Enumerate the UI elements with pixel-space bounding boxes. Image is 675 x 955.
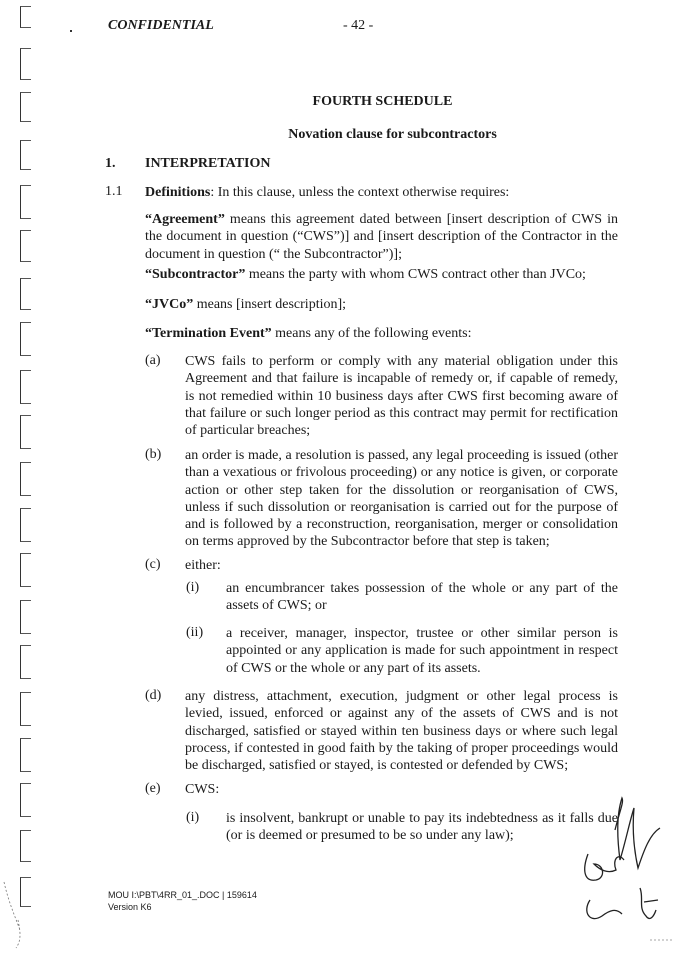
- margin-mark: [20, 783, 31, 817]
- margin-mark: [20, 322, 31, 356]
- item-label-e: (e): [145, 781, 161, 796]
- confidential-label: CONFIDENTIAL: [108, 18, 214, 33]
- subitem-label-e-i: (i): [186, 810, 200, 825]
- clause-label: Definitions: [145, 185, 211, 200]
- term: “Subcontractor”: [145, 267, 246, 282]
- definition-text: means any of the following events:: [271, 326, 472, 341]
- clause-text: : In this clause, unless the context otherwise requires:: [210, 185, 510, 200]
- handwritten-initials-signature: [560, 790, 672, 950]
- margin-mark: [20, 553, 31, 587]
- item-label-a: (a): [145, 353, 161, 368]
- subitem-text-c-i: an encumbrancer takes possession of the whole or any part of the assets of CWS; or: [226, 581, 618, 614]
- clause-number: 1.1: [105, 184, 123, 199]
- footer-doc-ref: MOU I:\PBT\4RR_01_.DOC | 159614: [108, 890, 257, 900]
- section-number: 1.: [105, 156, 116, 171]
- margin-mark: [20, 738, 31, 772]
- schedule-subtitle: Novation clause for subcontractors: [288, 127, 497, 142]
- margin-mark: [20, 830, 31, 862]
- clause-1-1: [145, 184, 625, 201]
- schedule-title: FOURTH SCHEDULE: [312, 94, 453, 109]
- term: “Agreement”: [145, 212, 225, 227]
- page-number: - 42 -: [343, 18, 374, 33]
- definition-text: means [insert description];: [193, 297, 347, 312]
- definition-text: means the party with whom CWS contract other than JVCo;: [245, 267, 586, 282]
- definition-termination-event: [145, 325, 625, 342]
- subitem-label-c-i: (i): [186, 580, 200, 595]
- definition-jvco: [145, 296, 625, 313]
- margin-mark: [20, 462, 31, 496]
- scan-speck: [70, 30, 72, 32]
- item-text-b: an order is made, a resolution is passed, any legal proceeding is issued (other than a vexatious or frivolous proceeding) or any notice is given, or corporate action or other step taken for the dissolution or reorganisation of CWS, unless if such dissolution or reorganisation is carried out for the purpose of and is followed by a reconstruction, reorganisation, merger or consolidation on terms approved by the Subcontractor before that step is taken;: [185, 448, 618, 550]
- subitem-text-e-i: is insolvent, bankrupt or unable to pay its indebtedness as it falls due (or is deemed or presumed to be so under any law);: [226, 811, 618, 844]
- margin-mark: [20, 508, 31, 542]
- footer-version: Version K6: [108, 902, 152, 912]
- scan-edge-mark: [0, 880, 30, 950]
- item-label-d: (d): [145, 688, 162, 703]
- margin-mark: [20, 140, 31, 170]
- item-text-a: CWS fails to perform or comply with any material obligation under this Agreement and that failure is incapable of remedy or, if capable of remedy, is not remedied within 10 business days after CWS first becoming aware of that failure or such longer period as this contract may permit for rectification of particular breaches;: [185, 354, 618, 439]
- item-text-d: any distress, attachment, execution, judgment or other legal process is levied, issued, enforced or against any of the assets of CWS and is not discharged, satisfied or stayed within ten business days or where such legal process, if contested in good faith by the taking of proper proceedings would be discharged, satisfied or stayed, is contested or defended by CWS;: [185, 689, 618, 774]
- margin-mark: [20, 230, 31, 262]
- item-text-c: either:: [185, 558, 221, 573]
- margin-mark: [20, 6, 31, 28]
- definition-text: means this agreement dated between [insert description of CWS in the document in question (“CWS”)] and [insert description of the Contractor in the document in question (“ the Subcontractor”)];: [145, 212, 618, 262]
- term: “JVCo”: [145, 297, 194, 312]
- term: “Termination Event”: [145, 326, 272, 341]
- margin-mark: [20, 48, 31, 80]
- item-text-e: CWS:: [185, 782, 220, 797]
- subitem-label-c-ii: (ii): [186, 625, 204, 640]
- definition-subcontractor: [145, 266, 625, 283]
- margin-mark: [20, 692, 31, 726]
- section-heading: INTERPRETATION: [145, 156, 271, 171]
- margin-mark: [20, 645, 31, 679]
- margin-mark: [20, 415, 31, 449]
- subitem-text-c-ii: a receiver, manager, inspector, trustee or other similar person is appointed or any application is made for such appointment in respect of CWS or the whole or any part of its assets.: [226, 626, 618, 676]
- definition-agreement: [145, 211, 618, 263]
- margin-mark: [20, 278, 31, 310]
- margin-mark: [20, 600, 31, 634]
- item-label-c: (c): [145, 557, 161, 572]
- margin-mark: [20, 185, 31, 219]
- item-label-b: (b): [145, 447, 162, 462]
- margin-mark: [20, 370, 31, 404]
